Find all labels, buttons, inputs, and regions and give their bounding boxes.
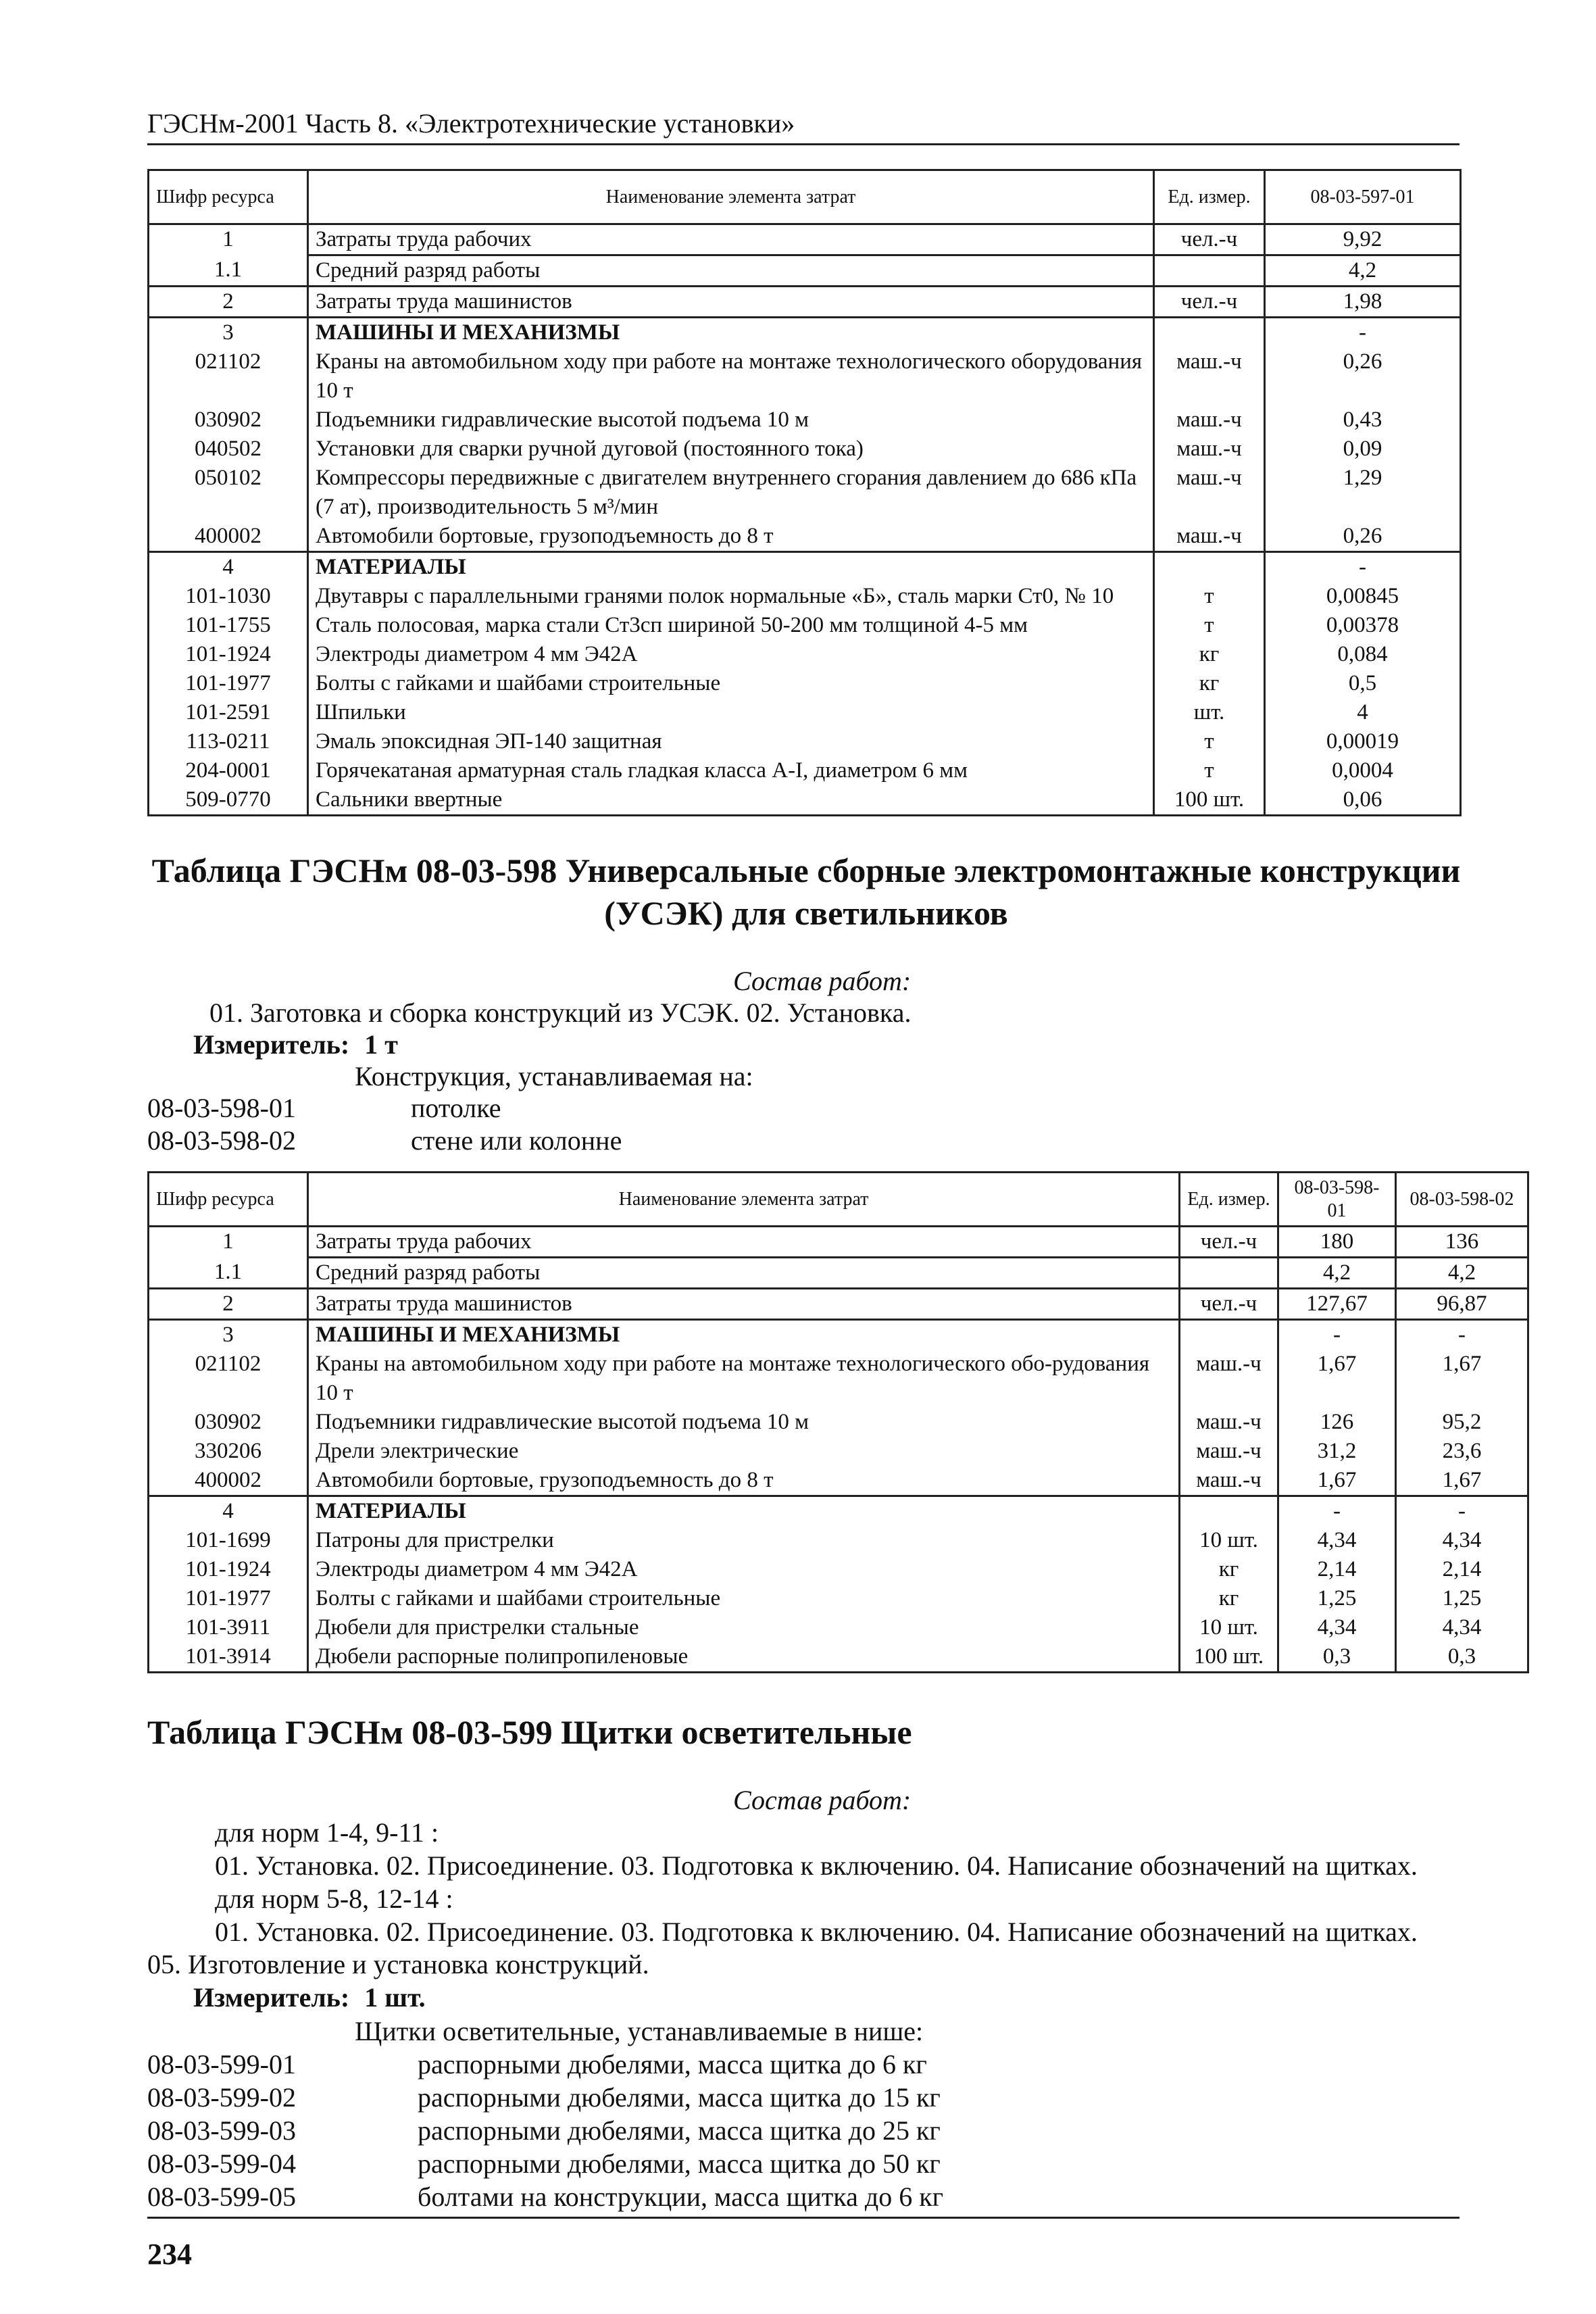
cell-value-1: 0,5 [1265,669,1461,698]
cell-value-2: 1,67 [1396,1466,1528,1496]
cell-name: Патроны для пристрелки [308,1526,1180,1555]
norm-code: 08-03-598-01 [147,1093,296,1123]
col-header-norm-597-01: 08-03-597-01 [1265,170,1461,224]
cell-code: 2 [149,287,308,318]
norms-a-label: для норм 1-4, 9-11 : [215,1817,439,1848]
cell-unit: т [1154,727,1265,756]
cell-value-1: 0,3 [1278,1642,1396,1673]
cell-value-1: - [1278,1320,1396,1350]
meter-value: 1 шт. [364,1982,426,2013]
norm-description: распорными дюбелями, масса щитка до 15 кг [418,2082,941,2113]
cell-unit: 10 шт. [1180,1613,1278,1642]
cell-value-1: 9,92 [1265,224,1461,255]
cell-unit [1154,552,1265,583]
cell-code: 1.1 [149,1258,308,1289]
norm-code: 08-03-599-04 [147,2148,296,2179]
cell-value-1: 1,25 [1278,1584,1396,1613]
cell-code: 021102 [149,347,308,405]
resource-table-597 [147,169,1462,816]
cell-value-2: 136 [1396,1227,1528,1258]
norms-b-label: для норм 5-8, 12-14 : [215,1884,453,1914]
cell-value-2: 2,14 [1396,1555,1528,1584]
cell-value-2: 1,25 [1396,1584,1528,1613]
cell-unit: маш.-ч [1180,1408,1278,1437]
cell-code: 4 [149,1496,308,1527]
cell-value-2: 96,87 [1396,1289,1528,1320]
cell-name: Дюбели распорные полипропиленовые [308,1642,1180,1673]
composition-text-598: 01. Заготовка и сборка конструкций из УСЭК. 02. Установка. [209,998,912,1028]
cell-code: 101-1755 [149,611,308,640]
cell-value-1: 0,0004 [1265,756,1461,785]
cell-name: Средний разряд работы [308,1258,1180,1289]
cell-name: МАШИНЫ И МЕХАНИЗМЫ [308,1320,1180,1350]
cell-value-1: 1,67 [1278,1466,1396,1496]
cell-name: Затраты труда машинистов [308,1289,1180,1320]
cell-name: Затраты труда рабочих [308,1227,1180,1258]
cell-unit: 10 шт. [1180,1526,1278,1555]
cell-value-2: - [1396,1496,1528,1527]
meter-value: 1 т [364,1029,398,1060]
table-row [149,1437,1528,1466]
cell-code: 040502 [149,435,308,464]
cell-value-1: 126 [1278,1408,1396,1437]
table-row [149,287,1461,318]
cell-value-1: 1,29 [1265,464,1461,522]
table-599-title: Таблица ГЭСНм 08-03-599 Щитки осветительные [147,1713,912,1751]
col-header-norm-598-02: 08-03-598-02 [1396,1173,1528,1227]
norm-code-row [147,2048,927,2081]
norm-description: распорными дюбелями, масса щитка до 50 кг [418,2148,941,2179]
cell-name: Электроды диаметром 4 мм Э42А [308,640,1154,669]
table-row [149,785,1461,816]
table-row [149,640,1461,669]
cell-unit: маш.-ч [1154,405,1265,435]
cell-value-1: 0,084 [1265,640,1461,669]
cell-code: 400002 [149,1466,308,1496]
table-row [149,1350,1528,1408]
cell-name: МАТЕРИАЛЫ [308,1496,1180,1527]
cell-code: 204-0001 [149,756,308,785]
cell-name: Горячекатаная арматурная сталь гладкая класса А-I, диаметром 6 мм [308,756,1154,785]
cell-code: 101-1030 [149,582,308,611]
cell-unit [1154,318,1265,348]
cell-value-1: 0,09 [1265,435,1461,464]
table-row [149,1258,1528,1289]
cell-value-2: 4,2 [1396,1258,1528,1289]
cell-value-2: 4,34 [1396,1526,1528,1555]
cell-name: МАШИНЫ И МЕХАНИЗМЫ [308,318,1154,348]
table-row [149,255,1461,287]
cell-unit [1180,1258,1278,1289]
col-header-name: Наименование элемента затрат [308,170,1154,224]
norms-a-text: 01. Установка. 02. Присоединение. 03. Подготовка к включению. 04. Написание обозначений на щитках. [215,1850,1418,1881]
table-598-title-line2: (УСЭК) для светильников [604,894,1008,932]
cell-name: Болты с гайками и шайбами строительные [308,1584,1180,1613]
table-row [149,1613,1528,1642]
resource-table-598 [147,1171,1529,1673]
running-header: ГЭСНм-2001 Часть 8. «Электротехнические установки» [147,107,1460,145]
norm-code-row [147,1125,622,1157]
table-header-row [149,170,1461,224]
cell-value-2: 1,67 [1396,1350,1528,1408]
table-row [149,1642,1528,1673]
col-header-unit: Ед. измер. [1154,170,1265,224]
cell-name: Электроды диаметром 4 мм Э42А [308,1555,1180,1584]
cell-name: Сталь полосовая, марка стали Ст3сп шириной 50-200 мм толщиной 4-5 мм [308,611,1154,640]
cell-code: 101-1977 [149,1584,308,1613]
cell-unit: шт. [1154,698,1265,727]
table-row [149,1227,1528,1258]
col-header-unit: Ед. измер. [1180,1173,1278,1227]
table-row [149,1526,1528,1555]
cell-code: 4 [149,552,308,583]
cell-name: Двутавры с параллельными гранями полок нормальные «Б», сталь марки Ст0, № 10 [308,582,1154,611]
cell-unit: чел.-ч [1180,1289,1278,1320]
cell-value-1: 2,14 [1278,1555,1396,1584]
table-row [149,611,1461,640]
cell-code: 030902 [149,1408,308,1437]
table-row [149,464,1461,522]
cell-code: 509-0770 [149,785,308,816]
cell-unit [1180,1320,1278,1350]
composition-label-598: Состав работ: [733,966,912,996]
cell-name: Эмаль эпоксидная ЭП-140 защитная [308,727,1154,756]
cell-name: Сальники ввертные [308,785,1154,816]
norm-description: распорными дюбелями, масса щитка до 6 кг [418,2049,927,2079]
cell-unit: 100 шт. [1180,1642,1278,1673]
meter-598 [193,1029,398,1061]
cell-code: 1 [149,1227,308,1258]
table-row [149,347,1461,405]
cell-unit: маш.-ч [1154,464,1265,522]
cell-name: Подъемники гидравлические высотой подъема 10 м [308,1408,1180,1437]
cell-value-2: 4,34 [1396,1613,1528,1642]
table-row [149,1289,1528,1320]
table-row [149,405,1461,435]
cell-code: 101-1924 [149,640,308,669]
cell-unit: маш.-ч [1180,1350,1278,1408]
cell-name: Дрели электрические [308,1437,1180,1466]
cell-name: Средний разряд работы [308,255,1154,287]
table-row [149,1408,1528,1437]
subheading-599: Щитки осветительные, устанавливаемые в нише: [355,2016,924,2046]
cell-unit: маш.-ч [1154,347,1265,405]
col-header-code: Шифр ресурса [149,170,308,224]
table-row [149,582,1461,611]
cell-value-2: 0,3 [1396,1642,1528,1673]
cell-unit: маш.-ч [1180,1466,1278,1496]
cell-name: МАТЕРИАЛЫ [308,552,1154,583]
table-row [149,727,1461,756]
cell-name: Установки для сварки ручной дуговой (постоянного тока) [308,435,1154,464]
cell-code: 050102 [149,464,308,522]
cell-code: 400002 [149,522,308,552]
col-header-name: Наименование элемента затрат [308,1173,1180,1227]
table-row [149,1496,1528,1527]
cell-value-1: 0,06 [1265,785,1461,816]
meter-label: Измеритель: [193,1982,350,2013]
cell-code: 101-1699 [149,1526,308,1555]
cell-value-1: 4 [1265,698,1461,727]
cell-unit: маш.-ч [1154,435,1265,464]
norm-code: 08-03-599-02 [147,2082,296,2113]
bottom-rule [147,2217,1460,2219]
cell-unit: кг [1180,1555,1278,1584]
cell-value-1: 31,2 [1278,1437,1396,1466]
cell-name: Дюбели для пристрелки стальные [308,1613,1180,1642]
cell-name: Автомобили бортовые, грузоподъемность до 8 т [308,1466,1180,1496]
cell-name: Подъемники гидравлические высотой подъема 10 м [308,405,1154,435]
norm-code: 08-03-599-03 [147,2115,296,2146]
cell-value-2: - [1396,1320,1528,1350]
cell-value-1: 180 [1278,1227,1396,1258]
cell-code: 101-3914 [149,1642,308,1673]
cell-unit: т [1154,582,1265,611]
norm-description: потолке [411,1093,501,1123]
cell-name: Болты с гайками и шайбами строительные [308,669,1154,698]
table-598-title-line1: Таблица ГЭСНм 08-03-598 Универсальные сборные электромонтажные конструкции [151,852,1461,889]
cell-unit: кг [1154,669,1265,698]
col-header-norm-598-01: 08-03-598-01 [1278,1173,1396,1227]
table-row [149,435,1461,464]
cell-value-1: - [1278,1496,1396,1527]
cell-unit: маш.-ч [1154,522,1265,552]
norm-code-row [147,2148,941,2180]
cell-unit: кг [1180,1584,1278,1613]
cell-code: 330206 [149,1437,308,1466]
cell-code: 101-2591 [149,698,308,727]
table-row [149,1555,1528,1584]
cell-code: 021102 [149,1350,308,1408]
table-row [149,1320,1528,1350]
table-row [149,522,1461,552]
cell-value-1: 0,26 [1265,347,1461,405]
norm-description: болтами на конструкции, масса щитка до 6 кг [418,2182,944,2212]
cell-unit: т [1154,611,1265,640]
cell-unit [1180,1496,1278,1527]
table-row [149,669,1461,698]
norm-code-row [147,1092,501,1125]
cell-value-1: 0,00019 [1265,727,1461,756]
norm-code: 08-03-599-05 [147,2182,296,2212]
table-row [149,1584,1528,1613]
table-row [149,318,1461,348]
meter-label: Измеритель: [193,1029,350,1060]
table-row [149,224,1461,255]
cell-unit: чел.-ч [1154,287,1265,318]
cell-name: Автомобили бортовые, грузоподъемность до 8 т [308,522,1154,552]
table-header-row [149,1173,1528,1227]
cell-value-1: 4,34 [1278,1526,1396,1555]
cell-unit: кг [1154,640,1265,669]
cell-unit: 100 шт. [1154,785,1265,816]
cell-value-2: 95,2 [1396,1408,1528,1437]
table-row [149,552,1461,583]
norm-description: распорными дюбелями, масса щитка до 25 кг [418,2115,941,2146]
subheading-598: Конструкция, устанавливаемая на: [355,1061,753,1091]
cell-value-2: 23,6 [1396,1437,1528,1466]
cell-name: Затраты труда машинистов [308,287,1154,318]
cell-value-1: 4,2 [1278,1258,1396,1289]
norm-code-row [147,2115,941,2147]
norm-code: 08-03-599-01 [147,2049,296,2079]
cell-unit: т [1154,756,1265,785]
table-row [149,698,1461,727]
cell-value-1: - [1265,318,1461,348]
cell-code: 101-1977 [149,669,308,698]
cell-name: Краны на автомобильном ходу при работе на монтаже технологического обо-рудования 10 т [308,1350,1180,1408]
cell-code: 3 [149,318,308,348]
norm-code: 08-03-598-02 [147,1125,296,1156]
norms-b-text-line2: 05. Изготовление и установка конструкций. [147,1949,649,1979]
cell-value-1: 0,43 [1265,405,1461,435]
cell-code: 101-1924 [149,1555,308,1584]
cell-code: 2 [149,1289,308,1320]
cell-value-1: 1,98 [1265,287,1461,318]
cell-code: 101-3911 [149,1613,308,1642]
table-row [149,756,1461,785]
col-header-code: Шифр ресурса [149,1173,308,1227]
norm-code-row [147,2181,943,2213]
cell-value-1: 127,67 [1278,1289,1396,1320]
cell-code: 113-0211 [149,727,308,756]
cell-value-1: 0,26 [1265,522,1461,552]
cell-unit: чел.-ч [1180,1227,1278,1258]
meter-599 [193,1981,426,2014]
cell-value-1: 0,00845 [1265,582,1461,611]
cell-value-1: 4,2 [1265,255,1461,287]
norm-code-row [147,2082,941,2114]
composition-label-599: Состав работ: [733,1785,912,1815]
cell-name: Компрессоры передвижные с двигателем внутреннего сгорания давлением до 686 кПа (7 ат), производительность 5 м³/мин [308,464,1154,522]
cell-value-1: 0,00378 [1265,611,1461,640]
cell-value-1: 4,34 [1278,1613,1396,1642]
cell-value-1: - [1265,552,1461,583]
cell-code: 1.1 [149,255,308,287]
page-number: 234 [147,2238,192,2271]
table-row [149,1466,1528,1496]
cell-code: 3 [149,1320,308,1350]
cell-name: Шпильки [308,698,1154,727]
norms-b-text-line1: 01. Установка. 02. Присоединение. 03. Подготовка к включению. 04. Написание обозначений на щитках. [215,1917,1418,1947]
cell-code: 1 [149,224,308,255]
cell-code: 030902 [149,405,308,435]
cell-value-1: 1,67 [1278,1350,1396,1408]
cell-unit [1154,255,1265,287]
cell-name: Затраты труда рабочих [308,224,1154,255]
norm-description: стене или колонне [411,1125,622,1156]
cell-name: Краны на автомобильном ходу при работе на монтаже технологического оборудования 10 т [308,347,1154,405]
cell-unit: маш.-ч [1180,1437,1278,1466]
cell-unit: чел.-ч [1154,224,1265,255]
